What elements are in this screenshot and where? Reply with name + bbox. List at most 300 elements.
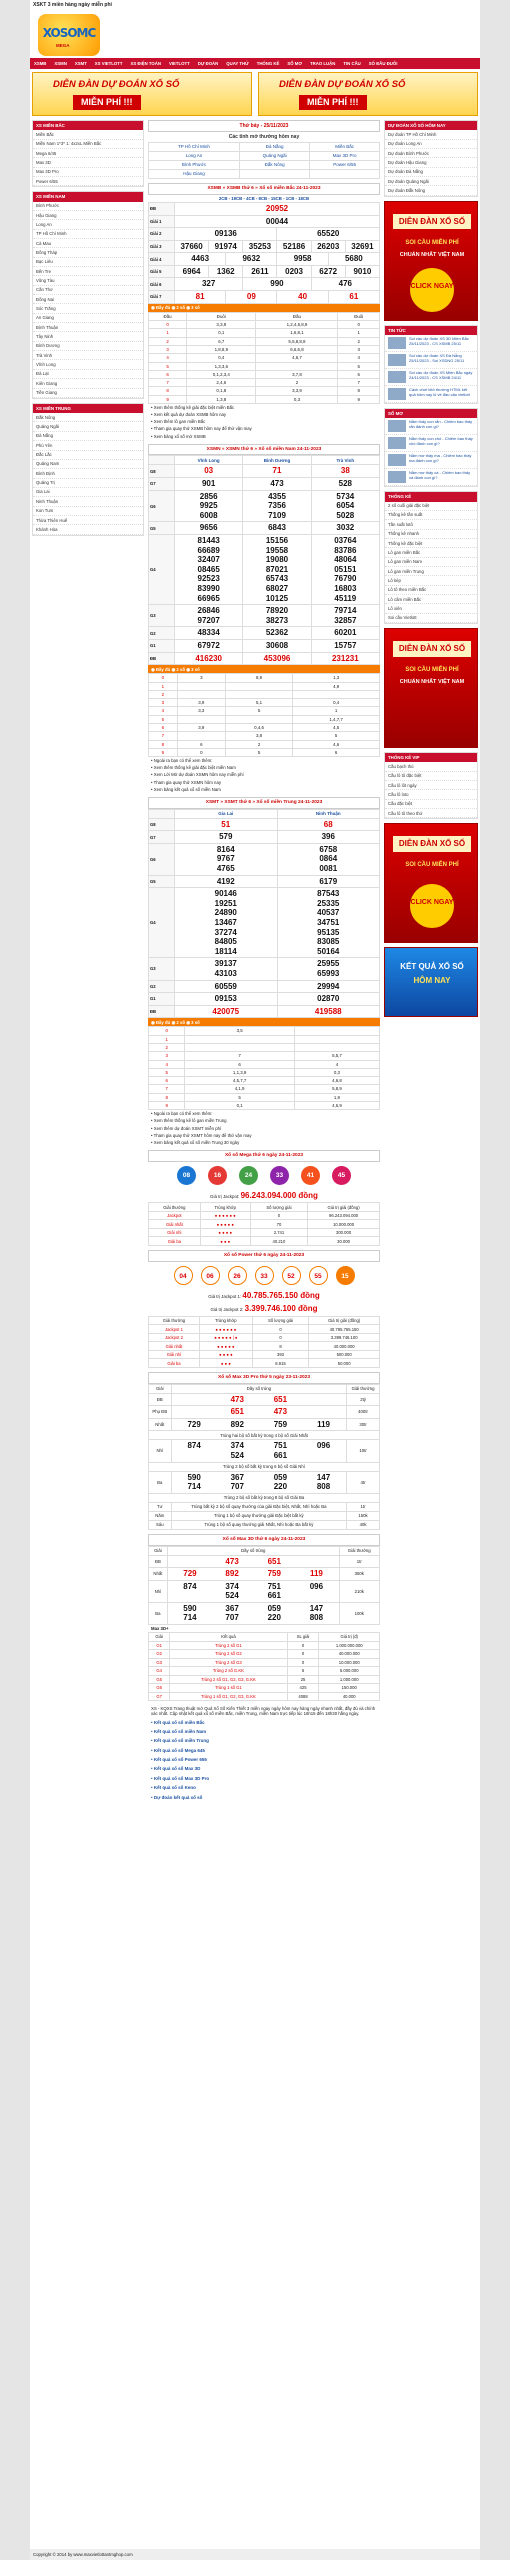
loto-cell: 7 [185, 1052, 295, 1060]
prize-cell: Trùng 2 số G1 [170, 1641, 287, 1650]
number-cell [171, 1393, 347, 1406]
box-predict [384, 120, 478, 197]
prize-cell: 0 [287, 1658, 319, 1667]
today-row [149, 161, 380, 170]
sidebar-link[interactable]: Thống kê đặc biệt [385, 539, 477, 548]
prize-number: 61 [328, 291, 379, 304]
prize-cell: 30.000 [308, 1237, 380, 1246]
news-item[interactable] [385, 335, 477, 352]
note-link[interactable]: • Tham gia quay thử XSMB hôm nay để thử vận may [151, 426, 252, 432]
sidebar-link[interactable]: Vũng Tàu [33, 276, 143, 285]
prize-number: 81 [175, 291, 226, 304]
prize-number: 367 [230, 1472, 244, 1482]
filter-option[interactable]: ◉ 2 số [171, 305, 187, 311]
province-name[interactable]: Bình Dương [243, 456, 311, 465]
today-cell[interactable]: Quảng Ngãi [239, 152, 309, 161]
loto-cell: 1,3,3,6 [187, 362, 256, 370]
sidebar-link[interactable]: Đồng Nai [33, 295, 143, 304]
prize-number: 71 [243, 465, 311, 478]
loto-cell: 3,8 [225, 732, 292, 740]
nav-item[interactable]: THỐNG KÊ [256, 61, 280, 66]
prize-label: Ba [149, 1602, 168, 1624]
box-title: SỔ MƠ [385, 409, 477, 418]
prize-number: 03 [175, 465, 243, 478]
loto-cell [185, 1044, 295, 1052]
number-cell [167, 1602, 339, 1624]
max3dpro-title[interactable]: Xổ số Max 3D Pro thứ 5 ngày 23-11-2023 [148, 1372, 380, 1384]
news-item[interactable] [385, 369, 477, 386]
number-cell [167, 1568, 339, 1581]
sidebar-link[interactable]: Gia Lai [33, 488, 143, 497]
news-item[interactable] [385, 469, 477, 486]
footer-link[interactable]: • Kết quả xổ số miền Trung [151, 1738, 209, 1744]
sidebar-link[interactable]: Dự đoán Đắk Nông [385, 186, 477, 195]
banner-left[interactable] [32, 72, 252, 116]
lottery-ball: 26 [228, 1266, 247, 1285]
filter-bar [148, 665, 380, 673]
note-link[interactable]: • Xem kết quả dự đoán XSMB hôm nay [151, 412, 227, 418]
prize-amount: 210k [339, 1580, 379, 1602]
news-thumbnail [388, 420, 406, 432]
prize-number: 661 [273, 1450, 288, 1460]
sidebar-link[interactable]: Đồng Tháp [33, 248, 143, 257]
sidebar-link[interactable]: Ninh Thuận [33, 497, 143, 506]
prize-label: G6 [149, 490, 175, 522]
nav-item[interactable]: TIN CẦU [343, 61, 361, 66]
sidebar-link[interactable]: 2 số cuối giải đặc biệt [385, 502, 477, 511]
sidebar-link[interactable]: Dự đoán Đà Nẵng [385, 168, 477, 177]
max3d-plus-title: Max 3D+ [151, 1626, 169, 1632]
prize-cell: 50.000 [309, 1359, 380, 1368]
news-title: Nằm thấy con rắn - Chiêm bao thấy rắn đánh con gì? [409, 419, 473, 430]
sidebar-link[interactable]: Max 3D [33, 158, 143, 167]
today-cell[interactable]: Hậu Giang [149, 170, 240, 179]
loto-cell [177, 715, 225, 723]
page [30, 0, 480, 2560]
footer-link[interactable]: • Kết quả xổ số Max 3D [151, 1766, 201, 1772]
max3d-table [148, 1546, 380, 1626]
filter-option[interactable]: ◉ Đầy đủ [151, 1019, 172, 1025]
note-link[interactable]: • Xem thêm dự đoán XSMT miễn phí [151, 1125, 222, 1131]
loto-cell: 5 [149, 362, 187, 370]
sidebar-link[interactable]: Cầu lô tô theo thứ [385, 809, 477, 818]
today-cell [239, 170, 309, 179]
sidebar-link[interactable]: Khánh Hòa [33, 525, 143, 534]
loto-row [149, 370, 380, 378]
prize-number: 892 [230, 1419, 244, 1429]
sidebar-link[interactable]: Miền Nam 1*3* 1: 4x2xL Miền Bắc [33, 140, 143, 149]
sidebar-link[interactable]: Quảng Ngãi [33, 422, 143, 431]
prize-number: 729 [183, 1569, 197, 1579]
prize-cell: 0 [287, 1650, 319, 1659]
xsmb-table [148, 202, 380, 304]
loto-cell: 0,4 [293, 699, 380, 707]
sidebar-link[interactable]: Dự đoán Long An [385, 140, 477, 149]
sidebar-link[interactable]: Thống kê nhanh [385, 530, 477, 539]
sidebar-link[interactable]: Mega 6/45 [33, 149, 143, 158]
prize-label: ĐB [149, 652, 175, 665]
prize-cell: Jackpot 1 [149, 1325, 200, 1334]
loto-cell: 4,6,7 [256, 354, 338, 362]
xsmt-title[interactable]: XSMT » XSMT thứ 6 » Xổ số miền Trung 24-11-2023 [148, 797, 380, 809]
province-name[interactable]: Gia Lai [175, 809, 278, 818]
news-item[interactable] [385, 435, 477, 452]
filter-option[interactable]: ◉ 3 số [186, 305, 200, 311]
logo-title: XOSOMC [42, 26, 96, 40]
news-item[interactable] [385, 418, 477, 435]
number-cell [167, 1555, 339, 1568]
prize-amount: 4tr [347, 1471, 380, 1493]
filter-bar [148, 304, 380, 312]
prize-number: 231231 [311, 652, 379, 665]
prize-number: 5734 6054 5028 [311, 490, 379, 522]
loto-cell: 6 [293, 748, 380, 756]
note-link[interactable]: • Tham gia quay thử XSMN hôm nay [151, 779, 221, 785]
note-link[interactable]: • Xem thêm thống kê giải đặc biệt miền Nam [151, 765, 236, 771]
box-title: DỰ ĐOÁN XỔ SỐ HÔM NAY [385, 121, 477, 130]
footer-link[interactable]: • Kết quả xổ số Max 3D Pro [151, 1775, 210, 1781]
sidebar-link[interactable]: Bình Phước [33, 202, 143, 211]
result-row [149, 875, 380, 888]
header-row [149, 1546, 380, 1555]
prize-cell: 0 [287, 1641, 319, 1650]
nav-item[interactable]: XS VIETLOTT [94, 61, 123, 66]
prize-cell: Giải ba [149, 1237, 201, 1246]
loto-cell [294, 1035, 379, 1043]
sidebar-link[interactable]: Đắk Nông [33, 413, 143, 422]
box-vip [384, 752, 478, 819]
note-link[interactable]: • Xem thêm thống kê giải đặc biệt miền Bắc [151, 404, 235, 410]
sidebar-link[interactable]: Kiên Giang [33, 379, 143, 388]
prize-label: Nhì [149, 1440, 172, 1462]
xsmb-title[interactable]: XSMB » XSMB thứ 6 » Xổ số miền Bắc 24-11-2023 [148, 183, 380, 195]
date-bar[interactable]: Thứ bảy - 25/11/2023 [148, 120, 380, 132]
prize-cell: 8.915 [252, 1359, 309, 1368]
loto-cell: 0,4 [187, 354, 256, 362]
sidebar-link[interactable]: Soi cầu Vietlott [385, 614, 477, 623]
filter-bar [148, 1018, 380, 1026]
extra-cell: Trùng bất kỳ 2 bộ số quay thưởng của giải Đặc biệt, Nhất, Nhì hoặc Ba [171, 1502, 347, 1511]
sidebar-link[interactable]: Lô xiên [385, 604, 477, 613]
nav-item[interactable]: XSMT [74, 61, 87, 66]
prize-cell: ● ● ● ● ● ● [199, 1325, 252, 1334]
nav-item[interactable]: XS ĐIỆN TOÁN [130, 61, 161, 66]
loto-cell [177, 690, 225, 698]
number-cell [171, 1406, 347, 1419]
nav-item[interactable]: SỐ ĐẦU ĐUÔI [368, 61, 398, 66]
sidebar-link[interactable]: An Giang [33, 314, 143, 323]
note-link[interactable]: • Xem thêm thống kê lô gan miền Trung [151, 1118, 227, 1124]
today-cell[interactable]: Power 6/55 [310, 161, 380, 170]
prize-number: 0203 [277, 265, 311, 278]
loto-cell: 8 [149, 740, 178, 748]
jackpot-label: Giá trị Jackpot: [210, 1193, 240, 1199]
sidebar-link[interactable]: Thống kê tần suất [385, 511, 477, 520]
promo-ad-blue[interactable] [384, 947, 478, 1017]
prize-number: 37660 [175, 240, 209, 253]
today-cell[interactable]: Bình Phước [149, 161, 240, 170]
prize-number: 2856 9925 6008 [175, 490, 243, 522]
today-cell[interactable]: Đà Nẵng [239, 143, 309, 152]
sidebar-link[interactable]: Lô câm miền Bắc [385, 595, 477, 604]
prize-row [149, 1350, 380, 1359]
news-item[interactable] [385, 386, 477, 403]
loto-cell: 2,4,6 [187, 379, 256, 387]
filter-option[interactable]: ◉ 3 số [186, 1019, 200, 1025]
prize-number: 60559 [175, 980, 278, 993]
province-name[interactable]: Ninh Thuận [277, 809, 380, 818]
banner-right[interactable] [258, 72, 478, 116]
about-text: XS - KQXS Trang thuật mở Quả Xổ Số Kiến Thiết 3 miền ngay ngày hôm nay hàng ngày nhanh nhất, đầy đủ và chính xác nhất. Cập nhật kết quả xổ số miền Bắc, miền Trung, miền Nam trực tiếp lúc 16h15 đến 18h30 hằng ngày. [151, 1706, 376, 1717]
sidebar-link[interactable]: Cầu lô tô đặc biệt [385, 772, 477, 781]
box-title: XS MIỀN BẮC [33, 121, 143, 130]
logo[interactable] [38, 14, 100, 56]
sidebar-link[interactable]: Bạc Liêu [33, 258, 143, 267]
prize-label: G3 [149, 958, 175, 980]
sidebar-link[interactable]: Bến Tre [33, 267, 143, 276]
sidebar-link[interactable]: Lô gan miền Nam [385, 558, 477, 567]
loto-cell: 3,3,9 [187, 321, 256, 329]
sidebar-link[interactable]: Đà Nẵng [33, 432, 143, 441]
filter-option[interactable]: ◉ 2 số [171, 666, 187, 672]
sidebar-link[interactable]: Lô gan miền Trung [385, 567, 477, 576]
note-link[interactable]: • Xem thêm lô gan miền Bắc [151, 419, 206, 425]
loto-row [149, 321, 380, 329]
today-cell[interactable]: Max 3D Pro [310, 152, 380, 161]
news-item[interactable] [385, 352, 477, 369]
nav-item[interactable]: SỔ MƠ [287, 61, 303, 66]
today-cell[interactable]: Long An [149, 152, 240, 161]
power-balls [148, 1262, 380, 1289]
filter-option[interactable]: ◉ 2 số [171, 1019, 187, 1025]
footer-link[interactable]: • Kết quả xổ số Mega 645 [151, 1747, 205, 1753]
prize-cell: 40.210 [250, 1237, 307, 1246]
sidebar-link[interactable]: Max 3D Pro [33, 168, 143, 177]
footer-link[interactable]: • Kết quả xổ số Power 655 [151, 1757, 207, 1763]
note-link[interactable]: • Ngoài ra bạn có thể xem thêm: [151, 1111, 213, 1117]
prize-cell: ● ● ● [199, 1359, 252, 1368]
prize-label: G7 [149, 478, 175, 491]
nav-item[interactable]: TRAO LUẬN [310, 61, 336, 66]
loto-row [149, 682, 380, 690]
sidebar-link[interactable]: Lô tô theo miền Bắc [385, 586, 477, 595]
prize-number: 9632 [226, 253, 277, 266]
xsmn-table [148, 455, 380, 665]
prize-cell: Trùng 2 số G.KK [170, 1667, 287, 1676]
sidebar-link[interactable]: Lô kép [385, 576, 477, 585]
promo-ad[interactable] [384, 628, 478, 748]
sidebar-link[interactable]: Phú Yên [33, 441, 143, 450]
header-cell: Đuôi [187, 312, 256, 320]
prize-number: 528 [311, 478, 379, 491]
filter-option[interactable]: ◉ Đầy đủ [151, 305, 172, 311]
province-name[interactable]: Vĩnh Long [175, 456, 243, 465]
xsmt-loto-table [148, 1026, 380, 1110]
prize-cell: ● ● ● ● ● | ● [199, 1333, 252, 1342]
sidebar-link[interactable]: Đắc Lắc [33, 451, 143, 460]
sidebar-link[interactable]: Cầu bạch thủ [385, 762, 477, 771]
today-cell[interactable]: Miền Bắc [310, 143, 380, 152]
prize-cell: 70 [250, 1220, 307, 1229]
loto-cell: 1 [149, 1035, 185, 1043]
loto-cell: 4,5 [293, 723, 380, 731]
sidebar-link[interactable]: Tây Ninh [33, 332, 143, 341]
filter-option[interactable]: ◉ Đầy đủ [151, 666, 172, 672]
today-table [148, 142, 380, 179]
sidebar-link[interactable]: TP Hồ Chí Minh [33, 230, 143, 239]
sidebar-link[interactable]: Hậu Giang [33, 211, 143, 220]
loto-cell: 2 [225, 740, 292, 748]
sidebar-link[interactable]: Dự đoán Quảng Ngãi [385, 177, 477, 186]
loto-cell: 5 [149, 715, 178, 723]
loto-cell: 3 [177, 674, 225, 682]
news-title: Nằm mơ thấy ma - Chiêm bao thấy ma đánh con gì? [409, 453, 472, 464]
sidebar-link[interactable]: Dự đoán TP Hồ Chí Minh [385, 130, 477, 139]
nav-item[interactable]: XSMB [34, 61, 47, 66]
sidebar-link[interactable]: Đà Lạt [33, 370, 143, 379]
prize-cell: 1.000.000 [319, 1675, 380, 1684]
prize-cell: 150.000 [319, 1684, 380, 1693]
today-cell[interactable]: TP Hồ Chí Minh [149, 143, 240, 152]
power-title[interactable]: Xổ số Power thứ 6 ngày 24-11-2023 [148, 1250, 380, 1262]
promo-ad[interactable] [384, 823, 478, 943]
loto-cell [225, 682, 292, 690]
prize-number: 52186 [277, 240, 311, 253]
loto-cell: 3 [149, 699, 178, 707]
header-row [149, 1384, 380, 1393]
sidebar-link[interactable]: Quảng Nam [33, 460, 143, 469]
max3d-row [149, 1602, 380, 1624]
result-row [149, 228, 380, 241]
sidebar-link[interactable]: Quảng Trị [33, 479, 143, 488]
sidebar-link[interactable]: Tần suất lotô [385, 520, 477, 529]
prize-number: 38 [311, 465, 379, 478]
prize-row [149, 1342, 380, 1351]
sidebar-link[interactable]: Trà Vinh [33, 351, 143, 360]
sidebar-link[interactable]: Cầu đặc biệt [385, 800, 477, 809]
sidebar-link[interactable]: Dự đoán Hậu Giang [385, 158, 477, 167]
prize-number: 327 [175, 278, 243, 291]
extra-cell: Sáu [149, 1520, 172, 1529]
prize-cell: 1.000.000.000 [319, 1641, 380, 1650]
note-link[interactable]: • Xem bảng kết quả xổ số miền Nam [151, 786, 221, 792]
sidebar-link[interactable]: Sóc Trăng [33, 304, 143, 313]
result-row [149, 535, 380, 605]
today-row [149, 170, 380, 179]
loto-cell: 0,3 [294, 1068, 379, 1076]
sidebar-link[interactable]: Vĩnh Long [33, 360, 143, 369]
sidebar-link[interactable]: Cần Thơ [33, 286, 143, 295]
header-cell: Số lượng giải [250, 1203, 307, 1212]
sidebar-link[interactable]: Dự đoán Bình Phước [385, 149, 477, 158]
sidebar-link[interactable]: Bình Định [33, 469, 143, 478]
news-item[interactable] [385, 452, 477, 469]
xsmn-title[interactable]: XSMN » XSMN thứ 6 » Xổ số miền Nam 24-11-2023 [148, 444, 380, 456]
mega-balls [148, 1162, 380, 1189]
loto-cell: 8,9 [225, 674, 292, 682]
top-text: XSKT 3 miền hàng ngày miễn phí [33, 2, 112, 8]
sidebar-link[interactable]: Kon Tum [33, 507, 143, 516]
prize-number: 707 [225, 1613, 239, 1623]
prize-row [149, 1220, 380, 1229]
prize-cell: Giải nhì [149, 1350, 200, 1359]
max3d-plus-table [148, 1632, 380, 1701]
prize-cell: Trùng 1 số G1 [170, 1684, 287, 1693]
loto-cell: 1,9 [294, 1093, 379, 1101]
promo-line1: DIỄN ĐÀN XỔ SỐ [393, 836, 471, 852]
footer-link[interactable]: • Kết quả xổ số Keno [151, 1785, 196, 1791]
sidebar-link[interactable]: Bình Thuận [33, 323, 143, 332]
sidebar-link[interactable]: Cà Mau [33, 239, 143, 248]
sidebar-link[interactable]: Cầu lô loto [385, 790, 477, 799]
max3d-title[interactable]: Xổ số Max 3D thứ 6 ngày 24-11-2023 [148, 1534, 380, 1546]
loto-cell: 1,2,4,6,8,9 [256, 321, 338, 329]
sidebar-link[interactable]: Lô gan miền Bắc [385, 548, 477, 557]
prize-amount: 10tr [347, 1440, 380, 1462]
province-name[interactable]: Trà Vinh [311, 456, 379, 465]
loto-cell: 5 [185, 1093, 295, 1101]
footer-link[interactable]: • Kết quả xổ số miền Bắc [151, 1719, 205, 1725]
mega-title[interactable]: Xổ số Mega thứ 6 ngày 24-11-2023 [148, 1150, 380, 1162]
header-cell: SL giải [287, 1633, 319, 1642]
prize-cell: 0 [252, 1333, 309, 1342]
footer-link[interactable]: • Dự đoán kết quả xổ số [151, 1794, 203, 1800]
prize-label: G5 [149, 875, 175, 888]
nav-item[interactable]: DỰ ĐOÁN [197, 61, 219, 66]
loto-cell: 3,5 [185, 1027, 295, 1035]
prize-cell: 5.000.000 [319, 1667, 380, 1676]
prize-amount: 400tr [347, 1406, 380, 1419]
note-link[interactable]: • Tham gia quay thử XSMT hôm nay để thử vận may [151, 1132, 252, 1138]
prize-number: 35253 [243, 240, 277, 253]
today-cell[interactable]: Đắk Nông [239, 161, 309, 170]
loto-cell: 4,5,7,7 [185, 1077, 295, 1085]
sidebar-link[interactable]: Miền Bắc [33, 130, 143, 139]
prize-number: 651 [267, 1556, 281, 1566]
note-link[interactable]: • Xem bảng kết quả xổ số miền Trung 30 ngày [151, 1139, 240, 1145]
sidebar-link[interactable]: Cầu lô lôt ngày [385, 781, 477, 790]
sidebar-link[interactable]: Thừa Thiên Huế [33, 516, 143, 525]
promo-ad[interactable] [384, 201, 478, 321]
prize-number: 00044 [175, 215, 380, 228]
prize-number: 473 [243, 478, 311, 491]
footer-link[interactable]: • Kết quả xổ số miền Nam [151, 1728, 207, 1734]
result-row [149, 639, 380, 652]
number-cell [171, 1440, 347, 1462]
power-jackpot1 [148, 1289, 380, 1303]
prize-label: ĐB [149, 202, 175, 215]
loto-cell: 6 [338, 370, 380, 378]
loto-cell: 0 [149, 321, 187, 329]
nav-item[interactable]: XSMN [54, 61, 67, 66]
note-link[interactable]: • Ngoài ra bạn có thể xem thêm: [151, 758, 213, 764]
prize-number: 096 [316, 1441, 331, 1451]
jackpot-value: 40.785.765.150 đồng [242, 1290, 320, 1300]
sidebar-link[interactable]: Long An [33, 220, 143, 229]
lottery-ball: 16 [208, 1166, 227, 1185]
prize-number: 808 [316, 1482, 331, 1492]
sidebar-link[interactable]: Power 6/55 [33, 177, 143, 186]
note-link[interactable]: • Xem Lời Mở dự đoán XSMN hôm nay miễn phí [151, 772, 244, 778]
filter-option[interactable]: ◉ 3 số [186, 666, 200, 672]
sidebar-link[interactable]: Bình Dương [33, 342, 143, 351]
prize-row [149, 1675, 380, 1684]
note-link[interactable]: • Xem bảng xổ số mở XSMB [151, 433, 206, 439]
nav-item[interactable]: QUAY THỬ [226, 61, 249, 66]
nav-item[interactable]: VIETLOTT [168, 61, 190, 66]
sub-row [149, 1493, 380, 1502]
sidebar-link[interactable]: Tiền Giang [33, 389, 143, 398]
